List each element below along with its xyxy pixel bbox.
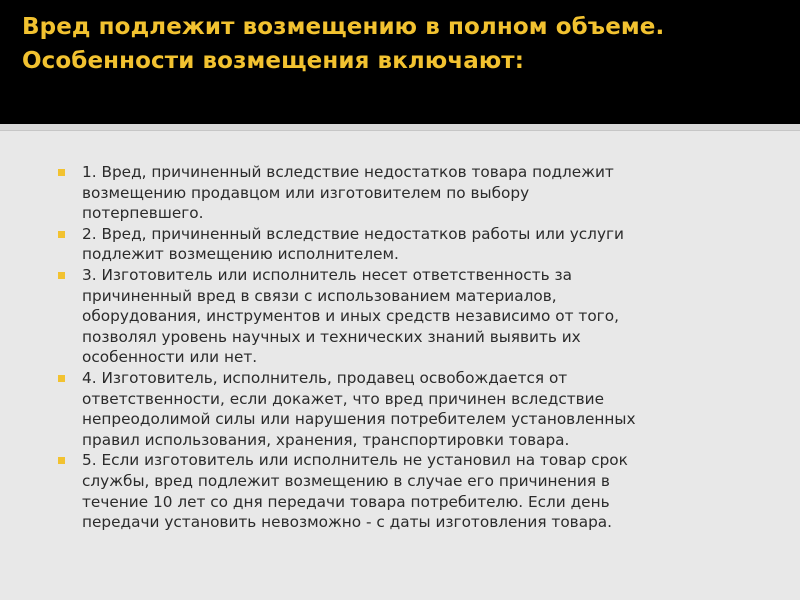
list-item-line: потерпевшего.: [82, 204, 204, 223]
list-item-line: причиненный вред в связи с использованием материалов,: [82, 286, 557, 305]
list-item-line: особенности или нет.: [82, 348, 258, 367]
list-item-line: течение 10 лет со дня передачи товара потребителю. Если день: [82, 492, 610, 511]
list-item: [58, 162, 758, 224]
list-item-line: правил использования, хранения, транспортировки товара.: [82, 430, 570, 449]
square-bullet-icon: [58, 169, 65, 176]
list-item-line: ответственности, если докажет, что вред причинен вследствие: [82, 389, 605, 408]
title-line-2: Особенности возмещения включают:: [22, 48, 525, 74]
bullet-list: [58, 162, 758, 533]
list-item-line: оборудования, инструментов и иных средств независимо от того,: [82, 307, 619, 326]
slide-header: [0, 0, 800, 124]
square-bullet-icon: [58, 375, 65, 382]
list-item: [58, 224, 758, 265]
list-item-line: 2. Вред, причиненный вследствие недостатков работы или услуги: [82, 224, 624, 243]
header-divider: [0, 124, 800, 131]
list-item-line: позволял уровень научных и технических знаний выявить их: [82, 327, 581, 346]
list-item: [58, 265, 758, 368]
list-item-line: службы, вред подлежит возмещению в случае его причинения в: [82, 471, 610, 490]
square-bullet-icon: [58, 457, 65, 464]
square-bullet-icon: [58, 272, 65, 279]
list-item-line: 1. Вред, причиненный вследствие недостатков товара подлежит: [82, 163, 614, 181]
list-item-line: возмещению продавцом или изготовителем по выбору: [82, 183, 530, 202]
list-item: [58, 450, 758, 532]
slide-title: [22, 10, 782, 78]
list-item: [58, 368, 758, 450]
title-line-1: Вред подлежит возмещению в полном объеме.: [22, 14, 665, 40]
square-bullet-icon: [58, 231, 65, 238]
list-item-line: 5. Если изготовитель или исполнитель не установил на товар срок: [82, 451, 628, 470]
list-item-line: подлежит возмещению исполнителем.: [82, 245, 399, 264]
list-item-line: непреодолимой силы или нарушения потребителем установленных: [82, 410, 636, 429]
list-item-line: 4. Изготовитель, исполнитель, продавец освобождается от: [82, 368, 568, 387]
list-item-line: передачи установить невозможно - с даты изготовления товара.: [82, 513, 613, 532]
list-item-line: 3. Изготовитель или исполнитель несет ответственность за: [82, 265, 572, 284]
